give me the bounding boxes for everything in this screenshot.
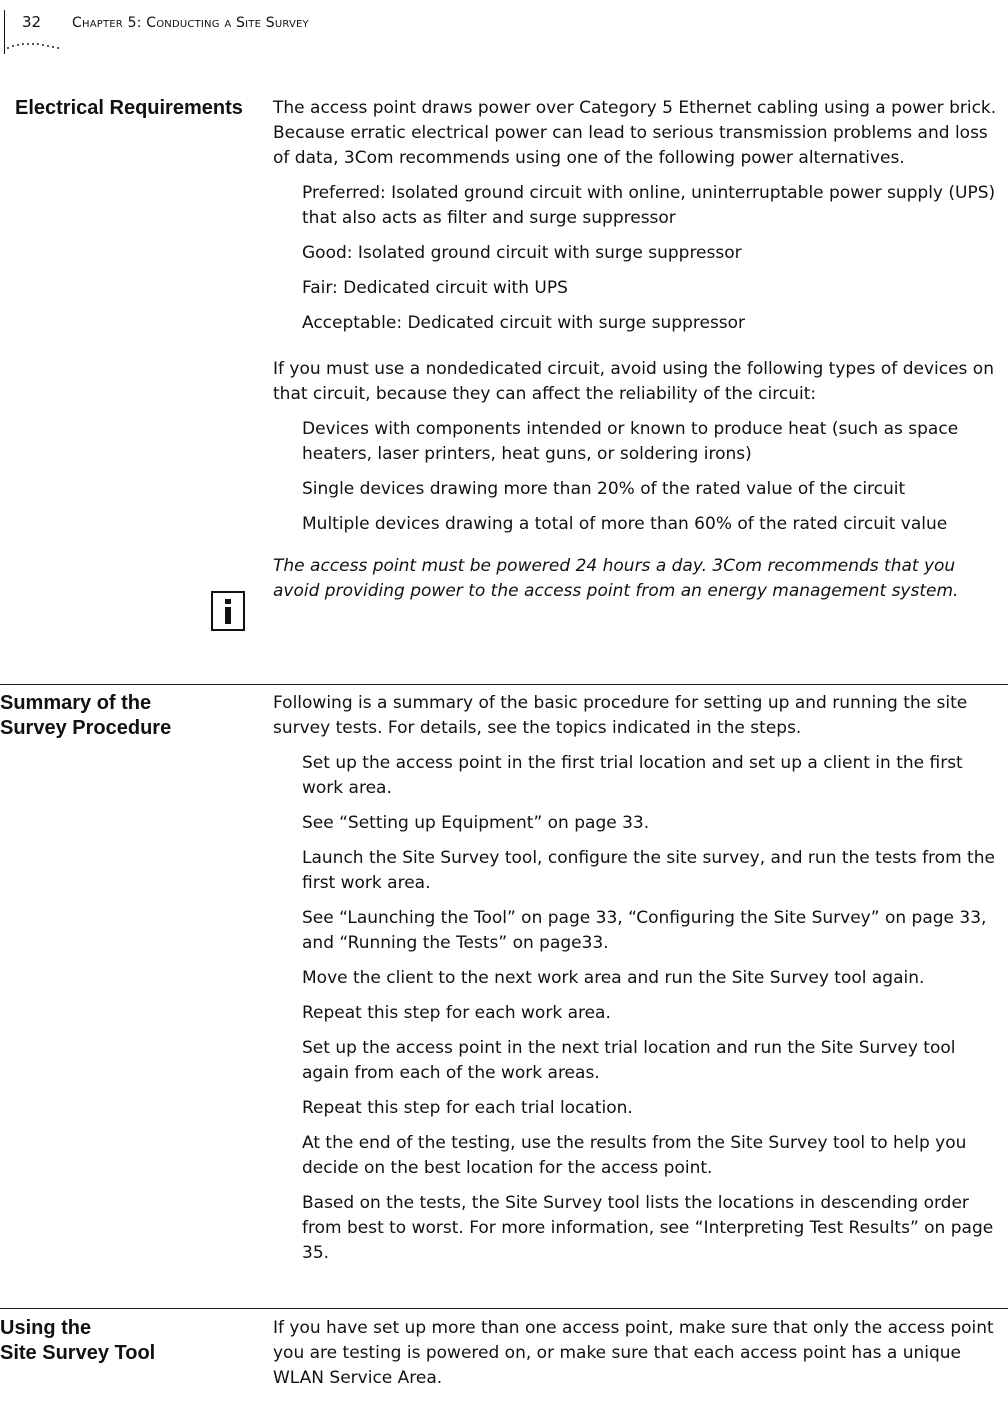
page-number: 32 [22,13,42,31]
section-body [273,1316,1003,1401]
chapter-title [72,15,309,31]
paragraph-nondedicated: If you must use a nondedicated circuit, avoid using the following types of devices on that circuit, because they can affect the reliability of the circuit: [273,359,994,404]
step-item: Set up the access point in the first trial location and set up a client in the first work area. [302,753,963,798]
info-icon [211,591,245,631]
heading-line: Site Survey Tool [0,1342,156,1364]
step-item: Set up the access point in the next trial location and run the Site Survey tool again from each of the work areas. [302,1038,956,1083]
section-divider [0,1308,1008,1309]
list-item: Preferred: Isolated ground circuit with online, uninterruptable power supply (UPS) that also acts as filter and surge suppressor [302,183,996,228]
step-item: See “Launching the Tool” on page 33, “Configuring the Site Survey” on page 33, and “Running the Tests” on page33. [302,908,987,953]
list-item: Good: Isolated ground circuit with surge suppressor [302,243,742,263]
section-body [273,96,1003,604]
section-heading [0,1316,155,1366]
header-dots-decoration [6,40,60,50]
note-text: The access point must be powered 24 hours a day. 3Com recommends that you avoid providing power to the access point from an energy management system. [273,556,959,601]
list-item: Acceptable: Dedicated circuit with surge suppressor [302,313,746,333]
step-item: Repeat this step for each trial location. [302,1098,633,1118]
chapter-title-text: Chapter 5: Conducting a Site Survey [72,15,309,31]
section-body [273,691,1003,1276]
header-rule [4,10,5,54]
list-item: Single devices drawing more than 20% of the rated value of the circuit [302,479,906,499]
section-heading [0,691,171,741]
step-item: Move the client to the next work area and run the Site Survey tool again. [302,968,925,988]
paragraph-intro: If you have set up more than one access point, make sure that only the access point you are testing is powered on, or make sure that each access point has a unique WLAN Service Area. [273,1318,994,1388]
step-item: See “Setting up Equipment” on page 33. [302,813,650,833]
paragraph-intro: The access point draws power over Category 5 Ethernet cabling using a power brick. Because erratic electrical power can lead to serious transmission problems and loss of data, 3Com recommends using one of the following power alternatives. [273,98,997,168]
paragraph-intro: Following is a summary of the basic procedure for setting up and running the site survey tests. For details, see the topics indicated in the steps. [273,693,968,738]
page-header [0,0,1008,60]
step-item: Launch the Site Survey tool, configure the site survey, and run the tests from the first work area. [302,848,995,893]
section-heading [15,96,243,121]
step-item: Repeat this step for each work area. [302,1003,611,1023]
info-glyph-icon [213,593,243,629]
heading-line: Survey Procedure [0,717,172,739]
section-divider [0,684,1008,685]
heading-line: Using the [0,1317,92,1339]
list-item: Devices with components intended or known to produce heat (such as space heaters, laser printers, heat guns, or soldering irons) [302,419,959,464]
list-item: Multiple devices drawing a total of more than 60% of the rated circuit value [302,514,948,534]
step-item: At the end of the testing, use the results from the Site Survey tool to help you decide on the best location for the access point. [302,1133,967,1178]
heading-line: Electrical Requirements [15,97,243,119]
step-item: Based on the tests, the Site Survey tool lists the locations in descending order from best to worst. For more information, see “Interpreting Test Results” on page 35. [302,1193,994,1263]
heading-line: Summary of the [0,692,152,714]
list-item: Fair: Dedicated circuit with UPS [302,278,568,298]
